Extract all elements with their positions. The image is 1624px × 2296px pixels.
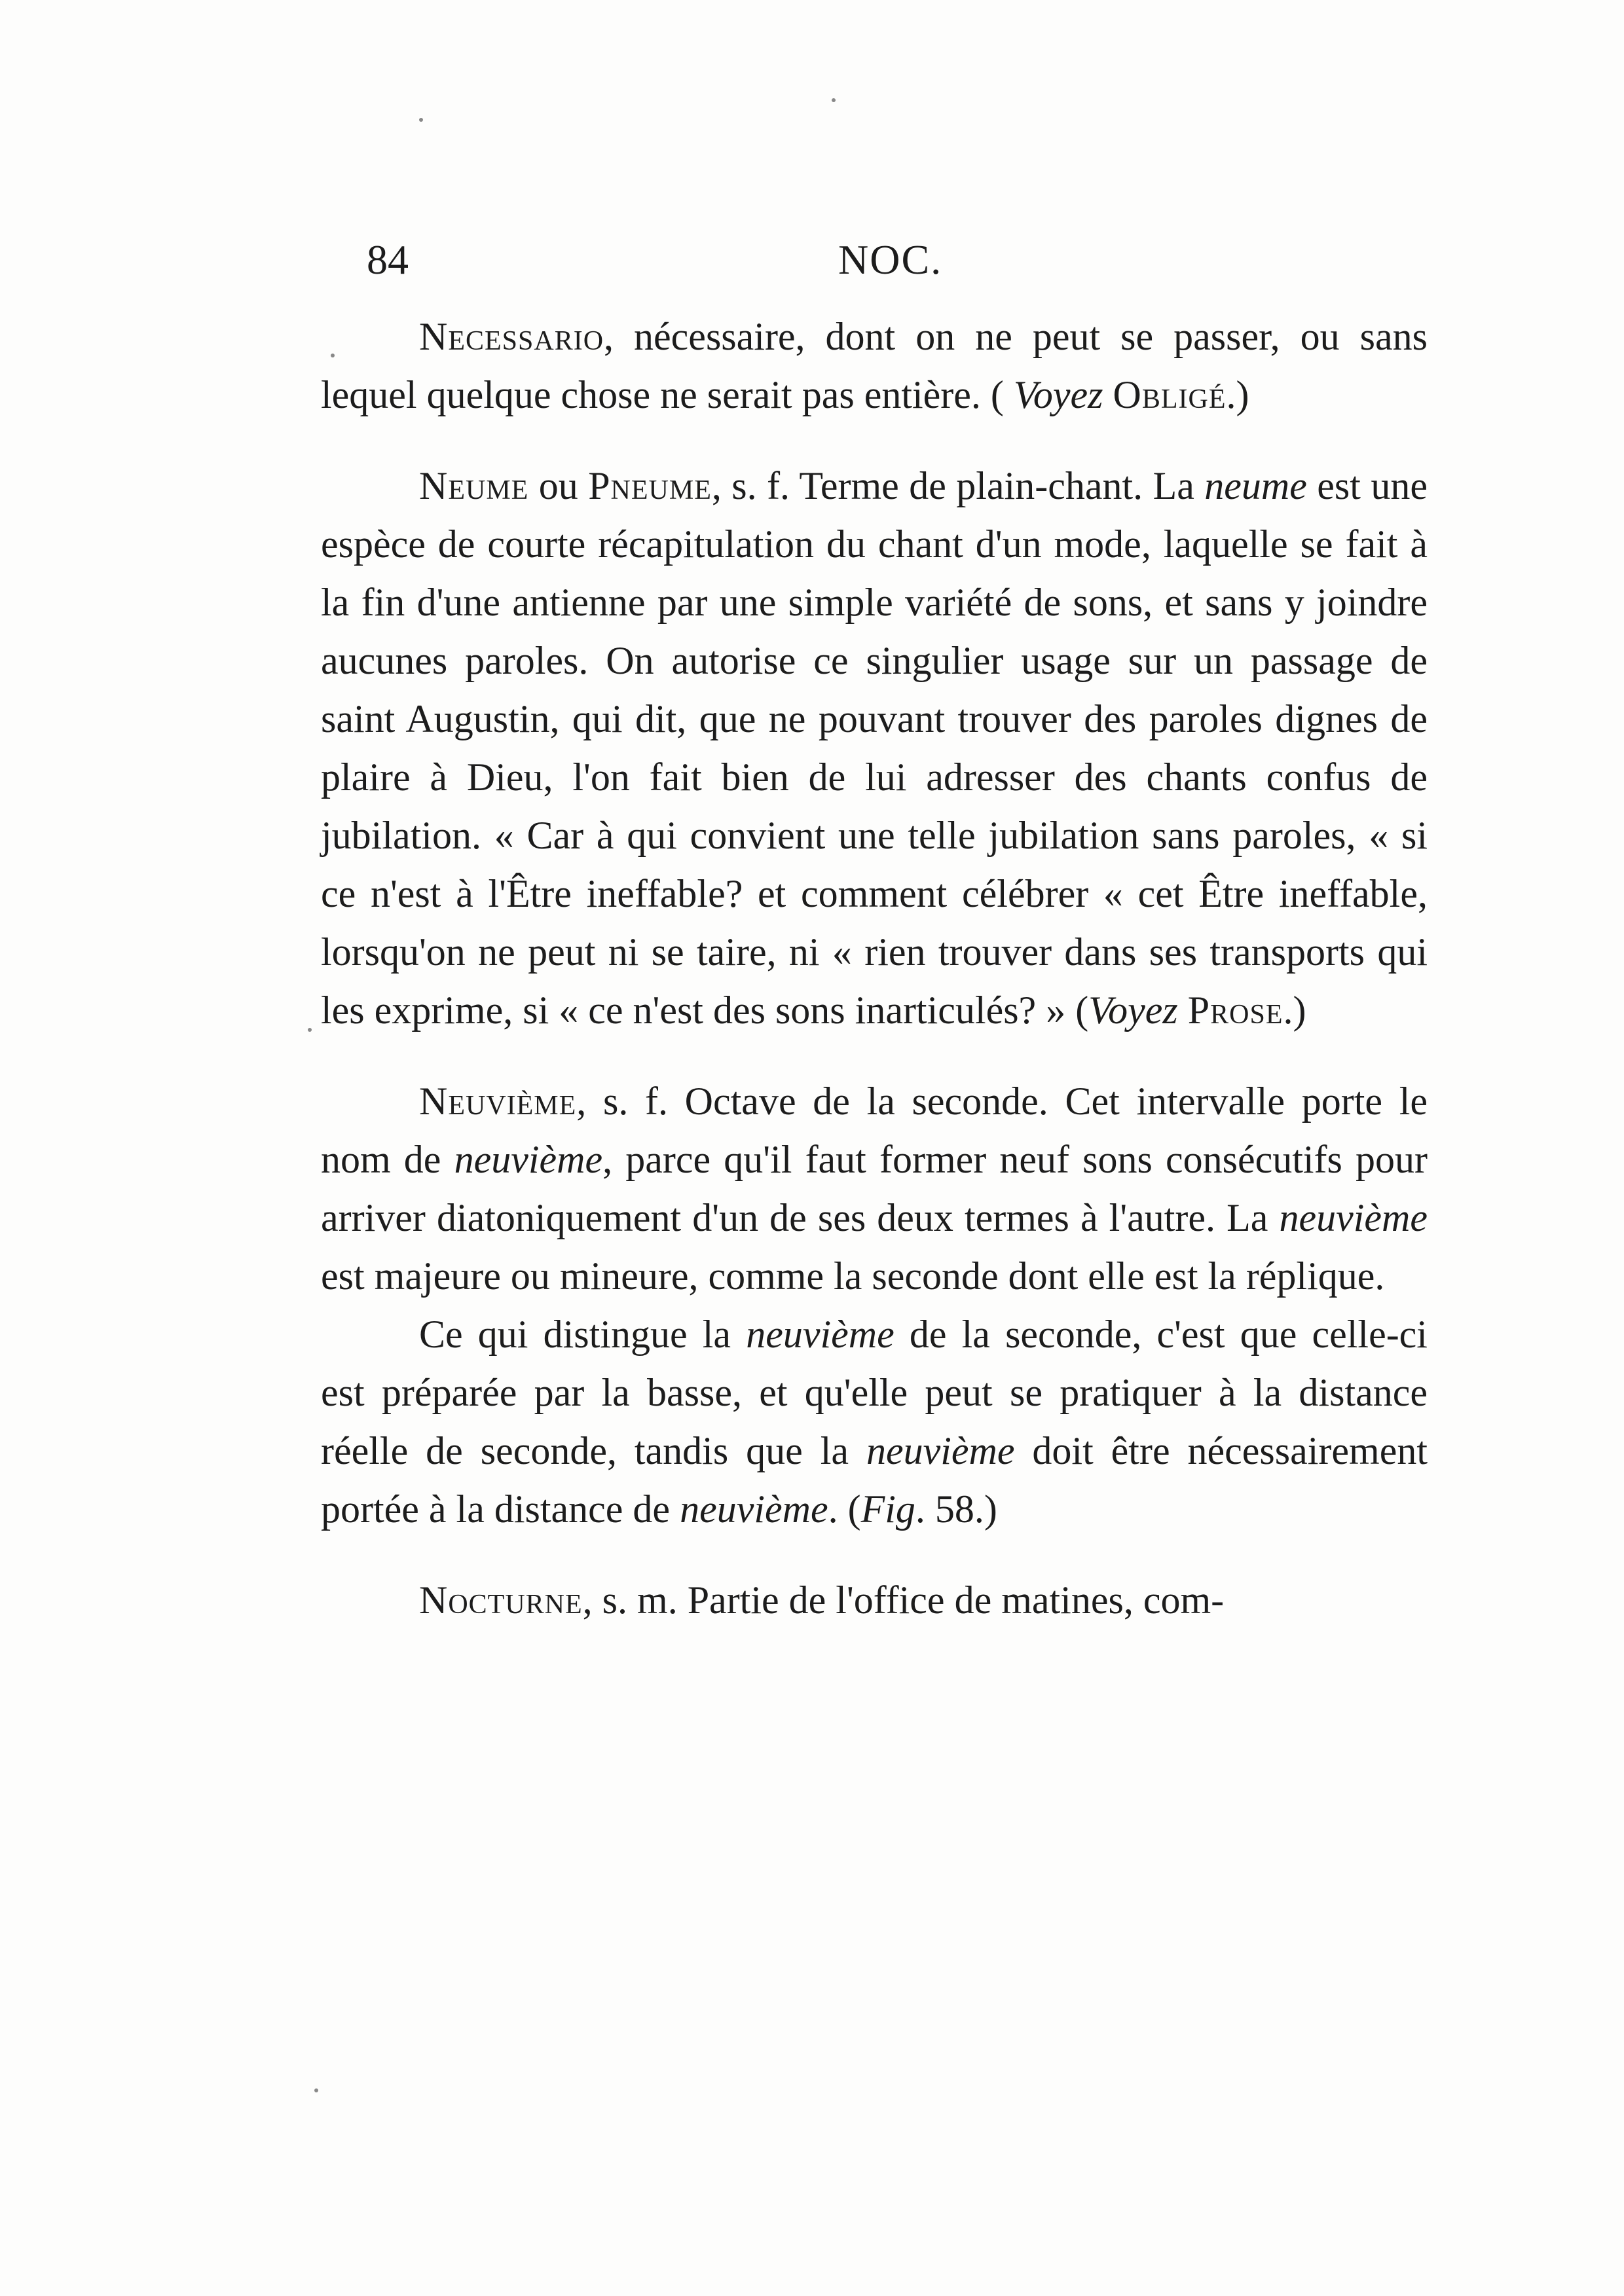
entry-text: doit être nécessairement portée à la distance de bbox=[321, 1429, 1428, 1531]
italic-term: neume bbox=[1204, 464, 1307, 507]
entry-text: Ce qui distingue la bbox=[419, 1313, 747, 1356]
paper-speck bbox=[419, 118, 423, 122]
paper-speck bbox=[308, 1028, 312, 1032]
entry-neuvieme-continuation bbox=[321, 1305, 1428, 1539]
italic-term: neuvième bbox=[1279, 1196, 1428, 1239]
paper-speck bbox=[314, 2088, 318, 2092]
cross-reference-label: Voyez bbox=[1088, 989, 1178, 1032]
figure-number: . 58.) bbox=[915, 1487, 997, 1531]
entry-necessario bbox=[321, 308, 1428, 424]
figure-label: Fig bbox=[860, 1487, 915, 1531]
italic-term: neuvième bbox=[746, 1313, 895, 1356]
paper-speck bbox=[832, 98, 836, 102]
italic-term: neuvième bbox=[454, 1138, 603, 1181]
entry-text-end: .) bbox=[1283, 989, 1306, 1032]
page-number: 84 bbox=[367, 236, 409, 283]
headword: Neume bbox=[419, 464, 529, 507]
headword: Neuvième bbox=[419, 1080, 577, 1123]
cross-reference-target: Obligé bbox=[1113, 373, 1227, 416]
entry-text-end: .) bbox=[1226, 373, 1249, 416]
entry-nocturne bbox=[321, 1571, 1428, 1630]
entry-text: , s. f. Octave de la seconde. Cet intervalle porte le nom de bbox=[321, 1080, 1428, 1181]
italic-term: neuvième bbox=[866, 1429, 1015, 1472]
entry-neume bbox=[321, 457, 1428, 1040]
headword-variant: Pneume bbox=[588, 464, 712, 507]
entry-text: , parce qu'il faut former neuf sons consécutifs pour arriver diatoniquement d'un de ses deux termes à l'autre. La bbox=[321, 1138, 1428, 1239]
entry-text: est une espèce de courte récapitulation du chant d'un mode, laquelle se fait à la fin d'une antienne par une simple variété de sons, et sans y joindre aucunes paroles. On autorise ce singulier usage sur un passage de saint Augustin, qui dit, que ne pouvant trouver des paroles dignes de plaire à Dieu, l'on fait bien de lui adresser des chants confus de jubilation. « Car à qui convient une telle jubilation sans paroles, « si ce n'est à l'Être ineffable? et comment célébrer « cet Être ineffable, lorsqu'on ne peut ni se taire, ni « rien trouver dans ses transports qui les exprime, si « ce n'est des sons inarticulés? » ( bbox=[321, 464, 1428, 1032]
entry-text: , s. m. Partie de l'office de matines, com- bbox=[582, 1578, 1225, 1622]
entry-text: . ( bbox=[828, 1487, 861, 1531]
entry-text: , s. f. Terme de plain-chant. La bbox=[711, 464, 1205, 507]
entry-text: est majeure ou mineure, comme la seconde dont elle est la réplique. bbox=[321, 1254, 1385, 1298]
paper-speck bbox=[331, 354, 335, 357]
entry-neuvieme bbox=[321, 1072, 1428, 1305]
running-head-word: NOC. bbox=[838, 236, 943, 283]
headword: Nocturne bbox=[419, 1578, 583, 1622]
connector: ou bbox=[528, 464, 589, 507]
cross-reference-target: Prose bbox=[1187, 989, 1283, 1032]
entry-text: , nécessaire, dont on ne peut se passer, ou sans lequel quelque chose ne serait pas entière. ( bbox=[321, 315, 1428, 416]
running-head bbox=[367, 236, 1428, 288]
dictionary-text bbox=[321, 308, 1428, 1630]
cross-reference-label: Voyez bbox=[1013, 373, 1103, 416]
entry-text: de la seconde, c'est que celle-ci est préparée par la basse, et qu'elle peut se pratiquer à la distance réelle de seconde, tandis que la bbox=[321, 1313, 1428, 1472]
headword: Necessario bbox=[419, 315, 604, 358]
italic-term: neuvième bbox=[680, 1487, 828, 1531]
